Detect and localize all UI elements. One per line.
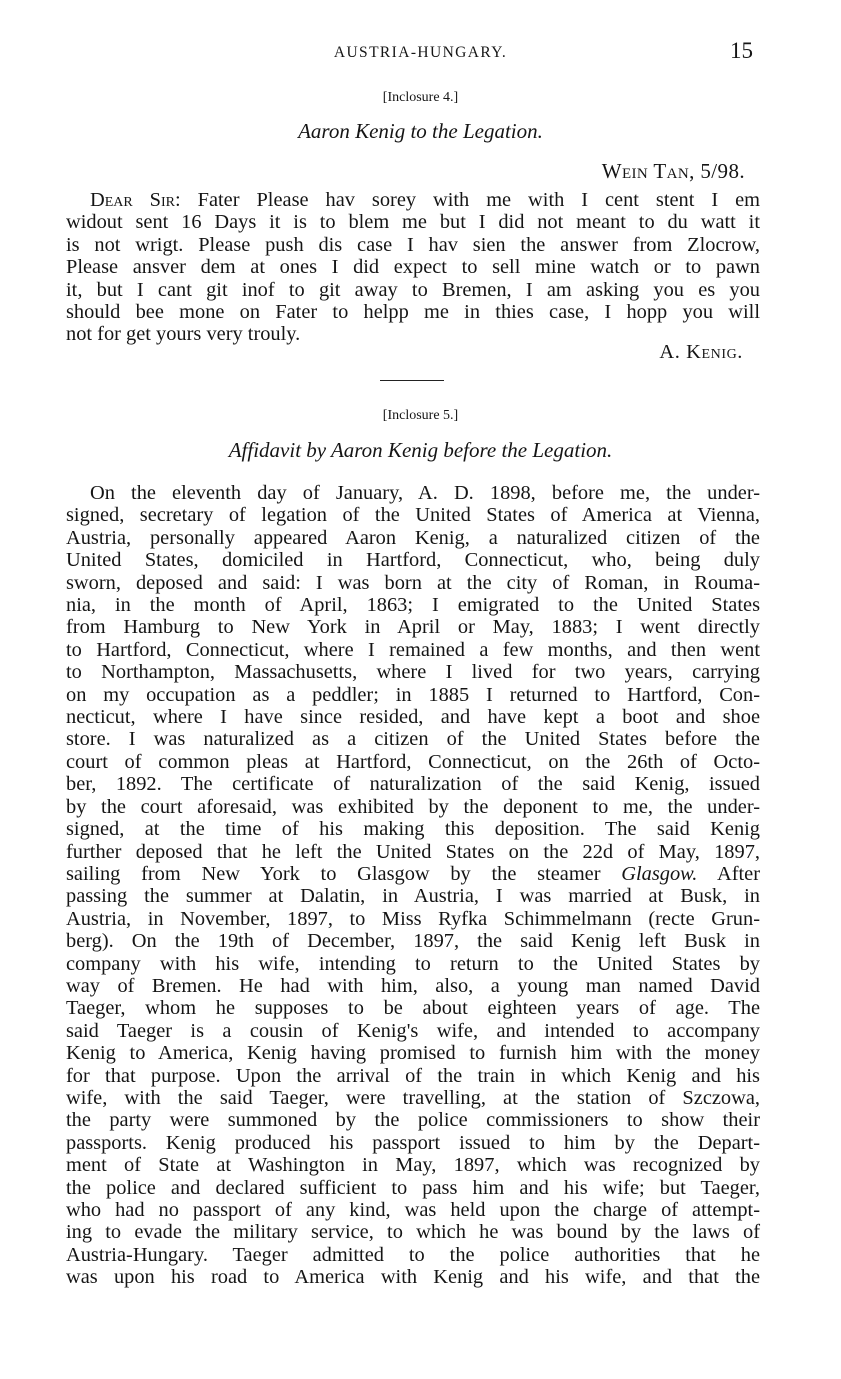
affidavit-line: sworn, deposed and said: I was born at the city of Roman, in Rouma- <box>66 571 760 594</box>
inclosure-5-heading: Affidavit by Aaron Kenig before the Legation. <box>228 438 613 462</box>
affidavit-line: ber, 1892. The certificate of naturalization of the said Kenig, issued <box>66 773 760 796</box>
letter-line: Please ansver dem at ones I did expect to sell mine watch or to pawn <box>66 256 760 279</box>
affidavit-line: Kenig to America, Kenig having promised to furnish him with the money <box>66 1042 760 1065</box>
running-head: AUSTRIA-HUNGARY. <box>333 44 508 61</box>
letter-line: it, but I cant git inof to git away to Bremen, I am asking you es you <box>66 278 760 301</box>
affidavit-line: on my occupation as a peddler; in 1885 I returned to Hartford, Con- <box>66 683 760 706</box>
page-number: 15 <box>730 38 753 63</box>
affidavit-line: the party were summoned by the police commissioners to show their <box>66 1109 760 1132</box>
affidavit-line: signed, secretary of legation of the United States of America at Vienna, <box>66 504 760 527</box>
affidavit-line: company with his wife, intending to return to the United States by <box>66 952 760 975</box>
affidavit-line: On the eleventh day of January, A. D. 1898, before me, the under- <box>90 482 760 504</box>
letter-line: not for get yours very trouly. <box>66 323 301 346</box>
affidavit-line: wife, with the said Taeger, were travelling, at the station of Szczowa, <box>66 1086 760 1109</box>
letter-body <box>66 189 760 346</box>
affidavit-line: Taeger, whom he supposes to be about eighteen years of age. The <box>66 997 760 1020</box>
affidavit-line: nia, in the month of April, 1863; I emigrated to the United States <box>66 594 760 617</box>
letter-line: should bee mone on Fater to helpp me in thies case, I hopp you will <box>66 301 760 324</box>
affidavit-line: who had no passport of any kind, was held upon the charge of attempt- <box>66 1199 760 1221</box>
affidavit-body <box>66 482 760 1289</box>
affidavit-line: sailing from New York to Glasgow by the steamer Glasgow. After <box>66 862 760 885</box>
affidavit-line: ing to evade the military service, to which he was bound by the laws of <box>66 1221 760 1244</box>
affidavit-line: way of Bremen. He had with him, also, a young man named David <box>66 974 760 997</box>
letter-salutation: Dear Sir: <box>90 189 181 211</box>
inclosure-5-label: [Inclosure 5.] <box>382 408 459 423</box>
affidavit-line: necticut, where I have since resided, and have kept a boot and shoe <box>66 706 760 729</box>
affidavit-line: court of common pleas at Hartford, Connecticut, on the 26th of Octo- <box>66 750 760 773</box>
affidavit-line: Austria, in November, 1897, to Miss Ryfka Schimmelmann (recte Grun- <box>66 907 760 930</box>
affidavit-line: United States, domiciled in Hartford, Connecticut, who, being duly <box>66 549 760 572</box>
affidavit-line: berg). On the 19th of December, 1897, the said Kenig left Busk in <box>66 930 760 953</box>
affidavit-line: passports. Kenig produced his passport issued to him by the Depart- <box>66 1131 760 1154</box>
section-divider <box>380 380 444 381</box>
letter-signature: A. Kenig. <box>659 341 743 363</box>
affidavit-line: for that purpose. Upon the arrival of the train in which Kenig and his <box>66 1064 760 1087</box>
affidavit-line: Austria-Hungary. Taeger admitted to the police authorities that he <box>66 1243 760 1266</box>
affidavit-line: Austria, personally appeared Aaron Kenig, a naturalized citizen of the <box>66 526 760 549</box>
affidavit-line: by the court aforesaid, was exhibited by the deponent to me, the under- <box>66 795 760 818</box>
affidavit-line: ment of State at Washington in May, 1897, which was recognized by <box>66 1154 760 1177</box>
affidavit-line: passing the summer at Dalatin, in Austria, I was married at Busk, in <box>66 885 760 908</box>
affidavit-line: from Hamburg to New York in April or May, 1883; I went directly <box>66 616 760 639</box>
affidavit-line: store. I was naturalized as a citizen of the United States before the <box>66 728 760 751</box>
affidavit-line: further deposed that he left the United States on the 22d of May, 1897, <box>66 840 760 863</box>
steamer-name: Glasgow. <box>621 862 698 885</box>
affidavit-line: said Taeger is a cousin of Kenig's wife, and intended to accompany <box>66 1019 760 1042</box>
inclosure-4-heading: Aaron Kenig to the Legation. <box>298 119 543 143</box>
affidavit-line: was upon his road to America with Kenig and his wife, and that the <box>66 1266 760 1289</box>
inclosure-4-label: [Inclosure 4.] <box>382 90 459 105</box>
affidavit-line: signed, at the time of his making this deposition. The said Kenig <box>66 818 760 841</box>
affidavit-line: to Hartford, Connecticut, where I remained a few months, and then went <box>66 638 760 661</box>
affidavit-line: to Northampton, Massachusetts, where I lived for two years, carrying <box>66 661 760 684</box>
affidavit-line: the police and declared sufficient to pass him and his wife; but Taeger, <box>66 1176 760 1199</box>
letter-line: is not wrigt. Please push dis case I hav sien the answer from Zlocrow, <box>66 233 760 256</box>
letter-line: Dear Sir: Fater Please hav sorey with me with I cent stent I em <box>90 189 760 211</box>
letter-line: widout sent 16 Days it is to blem me but I did not meant to du watt it <box>66 211 760 234</box>
letter-dateline: Wein Tan, 5/98. <box>601 159 745 183</box>
